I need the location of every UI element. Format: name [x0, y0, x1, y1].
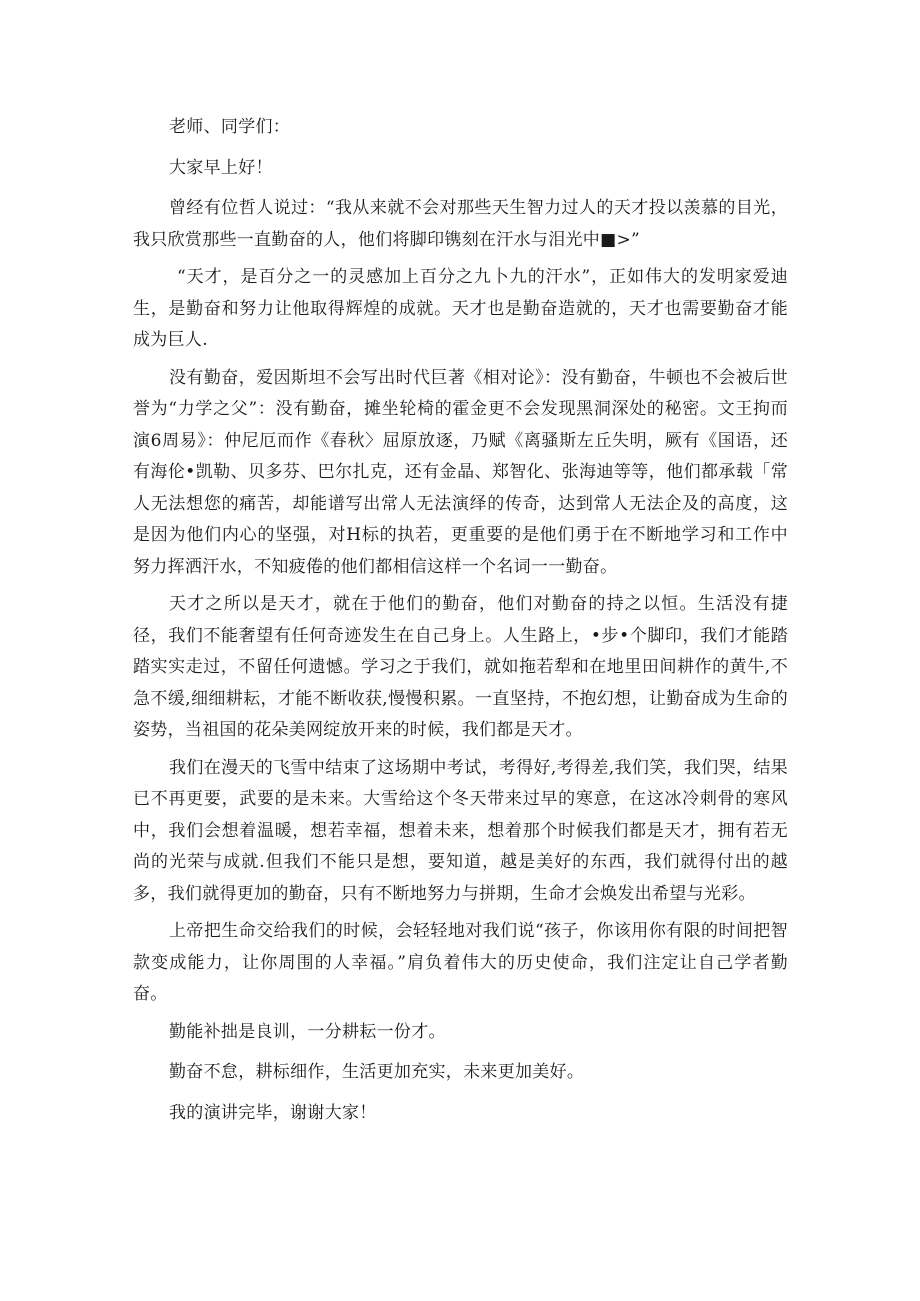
paragraph-great-figures: 没有勤奋，爱因斯坦不会写出时代巨著《相对论》：没有勤奋，牛顿也不会被后世誉为“力学之父”：没有勤奋，摊坐轮椅的霍金更不会发现黑洞深处的秘密。文王拘而演6周易》：仲尼厄而作《春秋〉屈原放逐，乃赋《离骚斯左丘失明，厥有《国语，还有海伦•凯勒、贝多芬、巴尔扎克，还有金晶、郑智化、张海迪等等，他们都承载「常人无法想您的痛苦，却能谱写出常人无法演绎的传奇，达到常人无法企及的高度，这是因为他们内心的坚强，对H标的执若，更重要的是他们勇于在不断地学习和工作中努力挥洒汗水，不知疲倦的他们都相信这样一个名词一一勤奋。 — [133, 367, 788, 577]
paragraph-genius-diligence: 天才之所以是天才，就在于他们的勤奋，他们对勤奋的持之以恒。生活没有捷径，我们不能奢望有任何奇迹发生在自己身上。人生路上，•步•个脚印，我们才能踏踏实实走过，不留任何遗憾。学习之于我们，就如拖若犁和在地里田间耕作的黄牛,不急不缓,细细耕耘，才能不断收获,慢慢积累。一直坚持，不抱幻想，让勤奋成为生命的姿势，当祖国的花朵美网绽放开来的时候，我们都是天才。 — [133, 594, 788, 740]
closing-line-thanks: 我的演讲完毕，谢谢大家！ — [169, 1102, 377, 1123]
greeting: 大家早上好！ — [169, 157, 273, 178]
paragraph-edison: “天才，是百分之一的灵感加上百分之九卜九的汗水”，正如伟大的发明家爱迪生，是勤奋和努力让他取得辉煌的成就。天才也是勤奋造就的，天才也需要勤奋才能成为巨人. — [133, 267, 788, 350]
speech-document — [133, 112, 788, 1138]
paragraph-philosopher-quote: 曾经有位哲人说过：“我从来就不会对那些天生智力过人的天才投以羡慕的目光，我只欣赏那些一直勤奋的人，他们将脚印镌刻在汗水与泪光中■>” — [133, 198, 788, 250]
paragraph-midterm-exam: 我们在漫天的飞雪中结束了这场期中考试，考得好,考得差,我们笑，我们哭，结果已不再更要，武要的是未来。大雪给这个冬天带来过早的寒意，在这冰冷刺骨的寒风中，我们会想着温暖，想若幸福，想着未来，想着那个时候我们都是天才，拥有若无尚的光荣与成就.但我们不能只是想，要知道，越是美好的东西，我们就得付出的越多，我们就得更加的勤奋，只有不断地努力与拼期，生命才会焕发出希望与光彩。 — [133, 757, 788, 904]
closing-line-motto: 勤能补拙是良训，一分耕耘一份才。 — [169, 1021, 446, 1042]
paragraph-mission: 上帝把生命交给我们的时候，会轻轻地对我们说“孩子，你该用你有限的时间把智款变成能力，让你周围的人幸福。”肩负着伟大的历史使命，我们注定让自己学者勤奋。 — [133, 921, 788, 1004]
closing-line-future: 勤奋不怠，耕标细作，生活更加充实，未来更加美好。 — [169, 1062, 585, 1082]
salutation: 老师、同学们： — [169, 117, 291, 137]
